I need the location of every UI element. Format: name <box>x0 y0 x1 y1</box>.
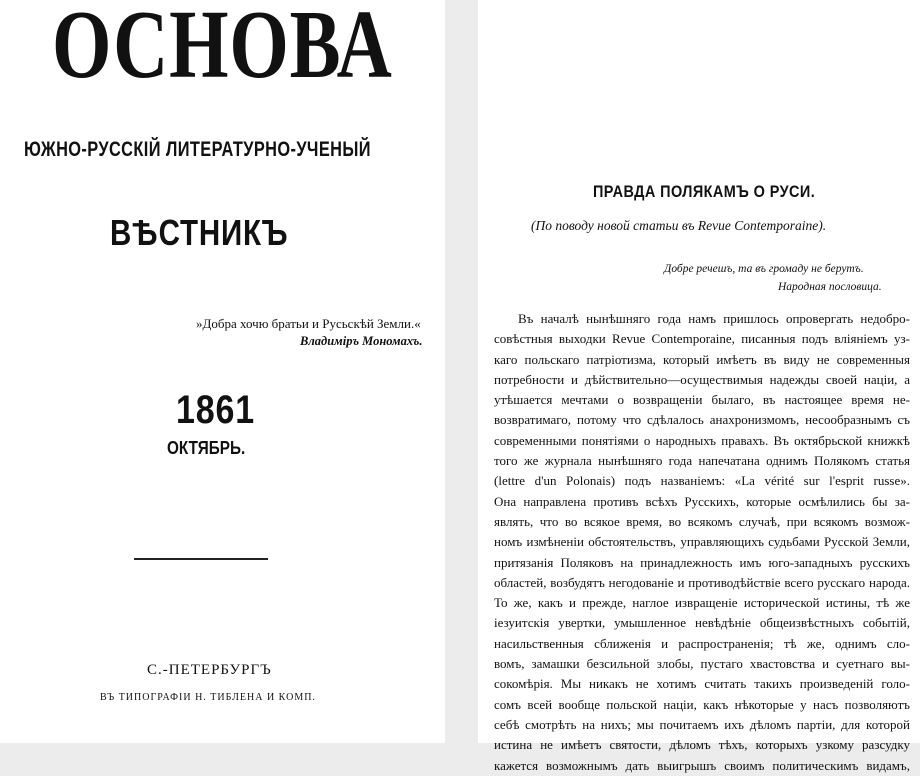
body-line: областей, возбудятъ негодованіе и противодѣйствіе всего русскаго народа. <box>494 574 910 590</box>
epigraph-author: Владиміръ Мономахъ. <box>300 334 423 348</box>
body-line: истина не имѣетъ святости, дѣломъ тѣхъ, которыхъ узкому разсудку <box>494 737 910 753</box>
body-line: сокомѣрія. Мы никакъ не хотимъ считать такихъ произведеній голо- <box>494 676 910 692</box>
issue-month: ОКТЯБРЬ. <box>167 438 246 458</box>
article-epigraph-author: Народная пословица. <box>778 281 882 293</box>
article-title: ПРАВДА ПОЛЯКАМЪ О РУСИ. <box>593 182 816 201</box>
body-line: вомъ, замашки безсильной злобы, пустаго хвастовства и суетнаго вы- <box>494 656 910 672</box>
body-line: насильственныя сближенія и распространенія; тѣ же, однимъ сло- <box>494 635 910 651</box>
body-line: потребности и дѣйствительно—осуществимыя надежды своей націи, а <box>494 371 910 387</box>
body-line: совѣстныя выходки Revue Contemporaine, писанныя подъ вліяніемъ уз- <box>494 331 910 347</box>
body-line: сомъ всей вообще польской націи, какъ нѣкоторые у насъ позволяютъ <box>494 696 910 712</box>
body-line: То же, какъ и прежде, наглое извращеніе исторической истины, тѣ же <box>494 595 910 611</box>
body-line: кажется возможнымъ дать выигрышъ своимъ политическимъ видамъ, <box>494 757 910 773</box>
body-line: современными понятіями о народныхъ правахъ. Въ октябрьской книжкѣ <box>494 432 910 448</box>
body-line: того же журнала нынѣшняго года напечатана однимъ Полякомъ статья <box>494 453 910 469</box>
article-subtitle: (По поводу новой статьи въ Revue Contemporaine). <box>531 218 827 233</box>
journal-subtitle: ЮЖНО-РУССКІЙ ЛИТЕРАТУРНО-УЧЕНЫЙ <box>24 138 371 161</box>
body-line: себѣ смотрѣть на нихъ; мы почитаемъ ихъ дѣломъ партіи, для которой <box>494 716 910 732</box>
body-line: (lettre d'un Polonais) подъ названіемъ: «La vérité sur l'esprit russe». <box>494 473 910 489</box>
body-line: являть, что во всякое время, во всякомъ случаѣ, при всякомъ возмож- <box>494 513 910 529</box>
article-epigraph-text: Добре речешъ, та въ громаду не берутъ. <box>664 263 864 275</box>
printer-imprint: ВЪ ТИПОГРАФІИ Н. ТИБЛЕНА И КОМП. <box>100 692 316 703</box>
title-page <box>0 0 445 743</box>
body-line: Въ началѣ нынѣшняго года намъ пришлось опровергать недобро- <box>518 311 910 326</box>
journal-title: ОСНОВА <box>52 0 393 99</box>
publication-city: С.-ПЕТЕРБУРГЪ <box>147 662 272 678</box>
body-line: возвратимаго, потому что сдѣлалось анахронизмомъ, несообразнымъ съ <box>494 412 910 428</box>
body-line: каго польскаго патріотизма, который имѣетъ въ виду не современныя <box>494 351 910 367</box>
article-page <box>478 0 920 773</box>
epigraph-text: »Добра хочю братьи и Русьскѣй Земли.« <box>196 316 421 331</box>
body-line: утѣшается мечтами о возвращеніи былаго, въ настоящее время не- <box>494 392 910 408</box>
body-line: номъ измѣненіи обстоятельствъ, управляющихъ судьбами Русской Земли, <box>494 534 910 550</box>
divider-rule <box>134 558 268 560</box>
body-line: іезуитскія увертки, умышленное невѣдѣніе общеизвѣстныхъ событій, <box>494 615 910 631</box>
body-line: притязанія Поляковъ на принадлежность имъ юго-западныхъ русскихъ <box>494 554 910 570</box>
article-body <box>494 309 910 776</box>
journal-word: ВѢСТНИКЪ <box>110 212 289 253</box>
body-line: Она направлена противъ всѣхъ Русскихъ, которые осмѣлились бы за- <box>494 493 910 509</box>
issue-year: 1861 <box>176 388 256 432</box>
